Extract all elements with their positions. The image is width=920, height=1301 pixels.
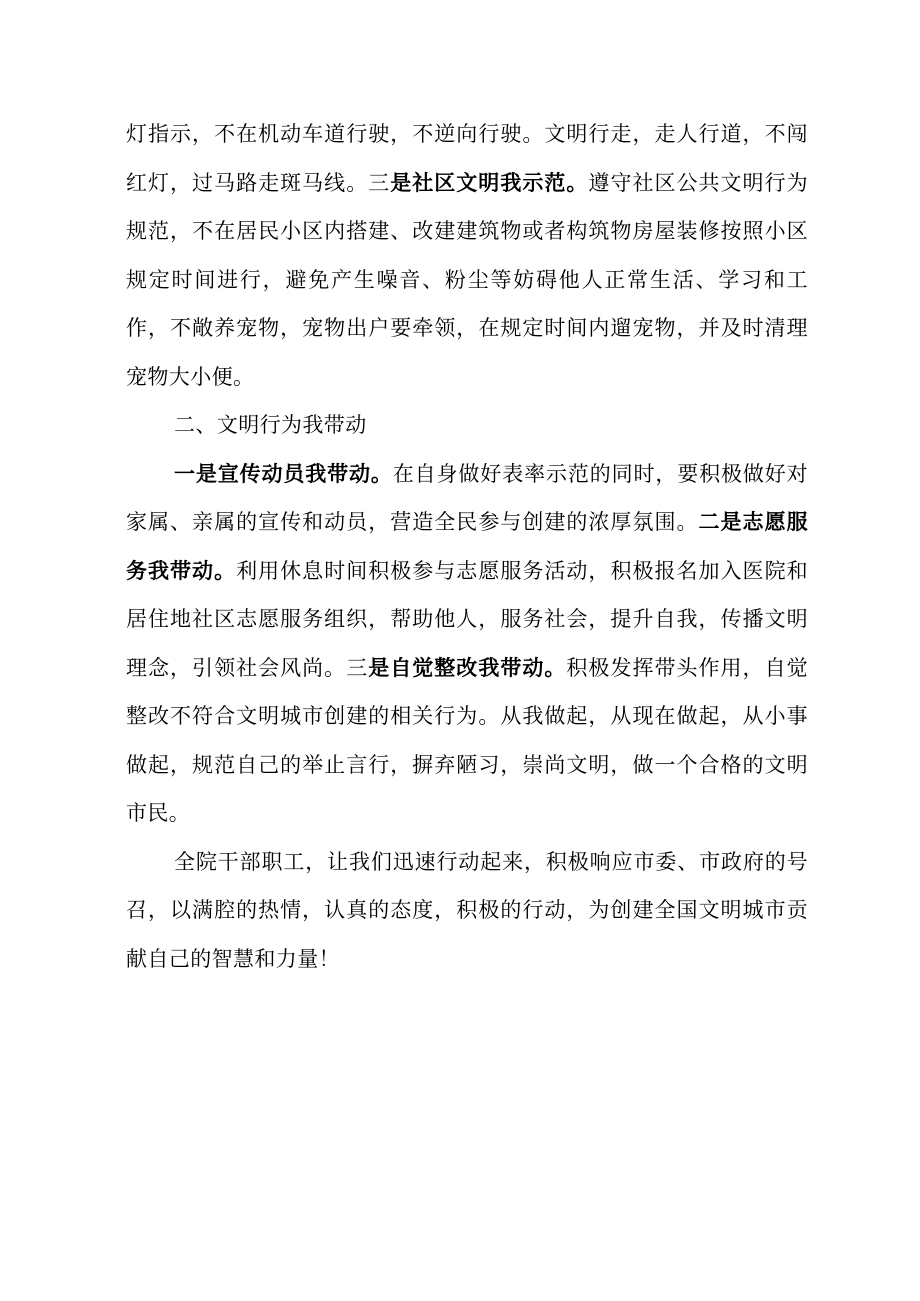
bold-text-segment: 是社区文明我示范。: [390, 170, 589, 195]
bold-text-segment: 二是志愿服务我带动。: [126, 510, 808, 583]
text-segment: 在自身做好表率示范的同时，要积极做好对家属、亲属的宣传和动员，营造全民参与创建的浓厚氛围。: [126, 461, 809, 534]
text-segment: 积极发挥带头作用，自觉整改不符合文明城市创建的相关行为。从我做起，从现在做起，从小事做起，规范自己的举止言行，摒弃陋习，崇尚文明，做一个合格的文明市民。: [126, 655, 808, 825]
paragraph-actions: [126, 450, 808, 838]
closing-paragraph: 全院干部职工，让我们迅速行动起来，积极响应市委、市政府的号召，以满腔的热情，认真的态度，积极的行动，为创建全国文明城市贡献自己的智慧和力量！: [126, 849, 808, 971]
text-segment: 遵守社区公共文明行为规范，不在居民小区内搭建、改建建筑物或者构筑物房屋装修按照小区规定时间进行，避免产生噪音、粉尘等妨碍他人正常生活、学习和工作，不敞养宠物，宠物出户要牵领，在规定时间内遛宠物，并及时清理宠物大小便。: [126, 170, 808, 389]
text-segment: 灯指示，不在机动车道行驶，不逆向行驶。文明行走，走人行道，不闯红灯，过马路走斑马线。三: [126, 122, 808, 195]
text-segment: 利用休息时间积极参与志愿服务活动，积极报名加入医院和居住地社区志愿服务组织，帮助他人，服务社会，提升自我，传播文明理念，引领社会风尚。三: [126, 558, 809, 680]
bold-text-segment: 一是宣传动员我带动。: [174, 461, 393, 486]
paragraph-continued: [126, 110, 808, 401]
bold-text-segment: 是自觉整改我带动。: [368, 655, 567, 680]
document-body: [126, 110, 808, 983]
section-heading: 二、文明行为我带动: [174, 413, 367, 437]
